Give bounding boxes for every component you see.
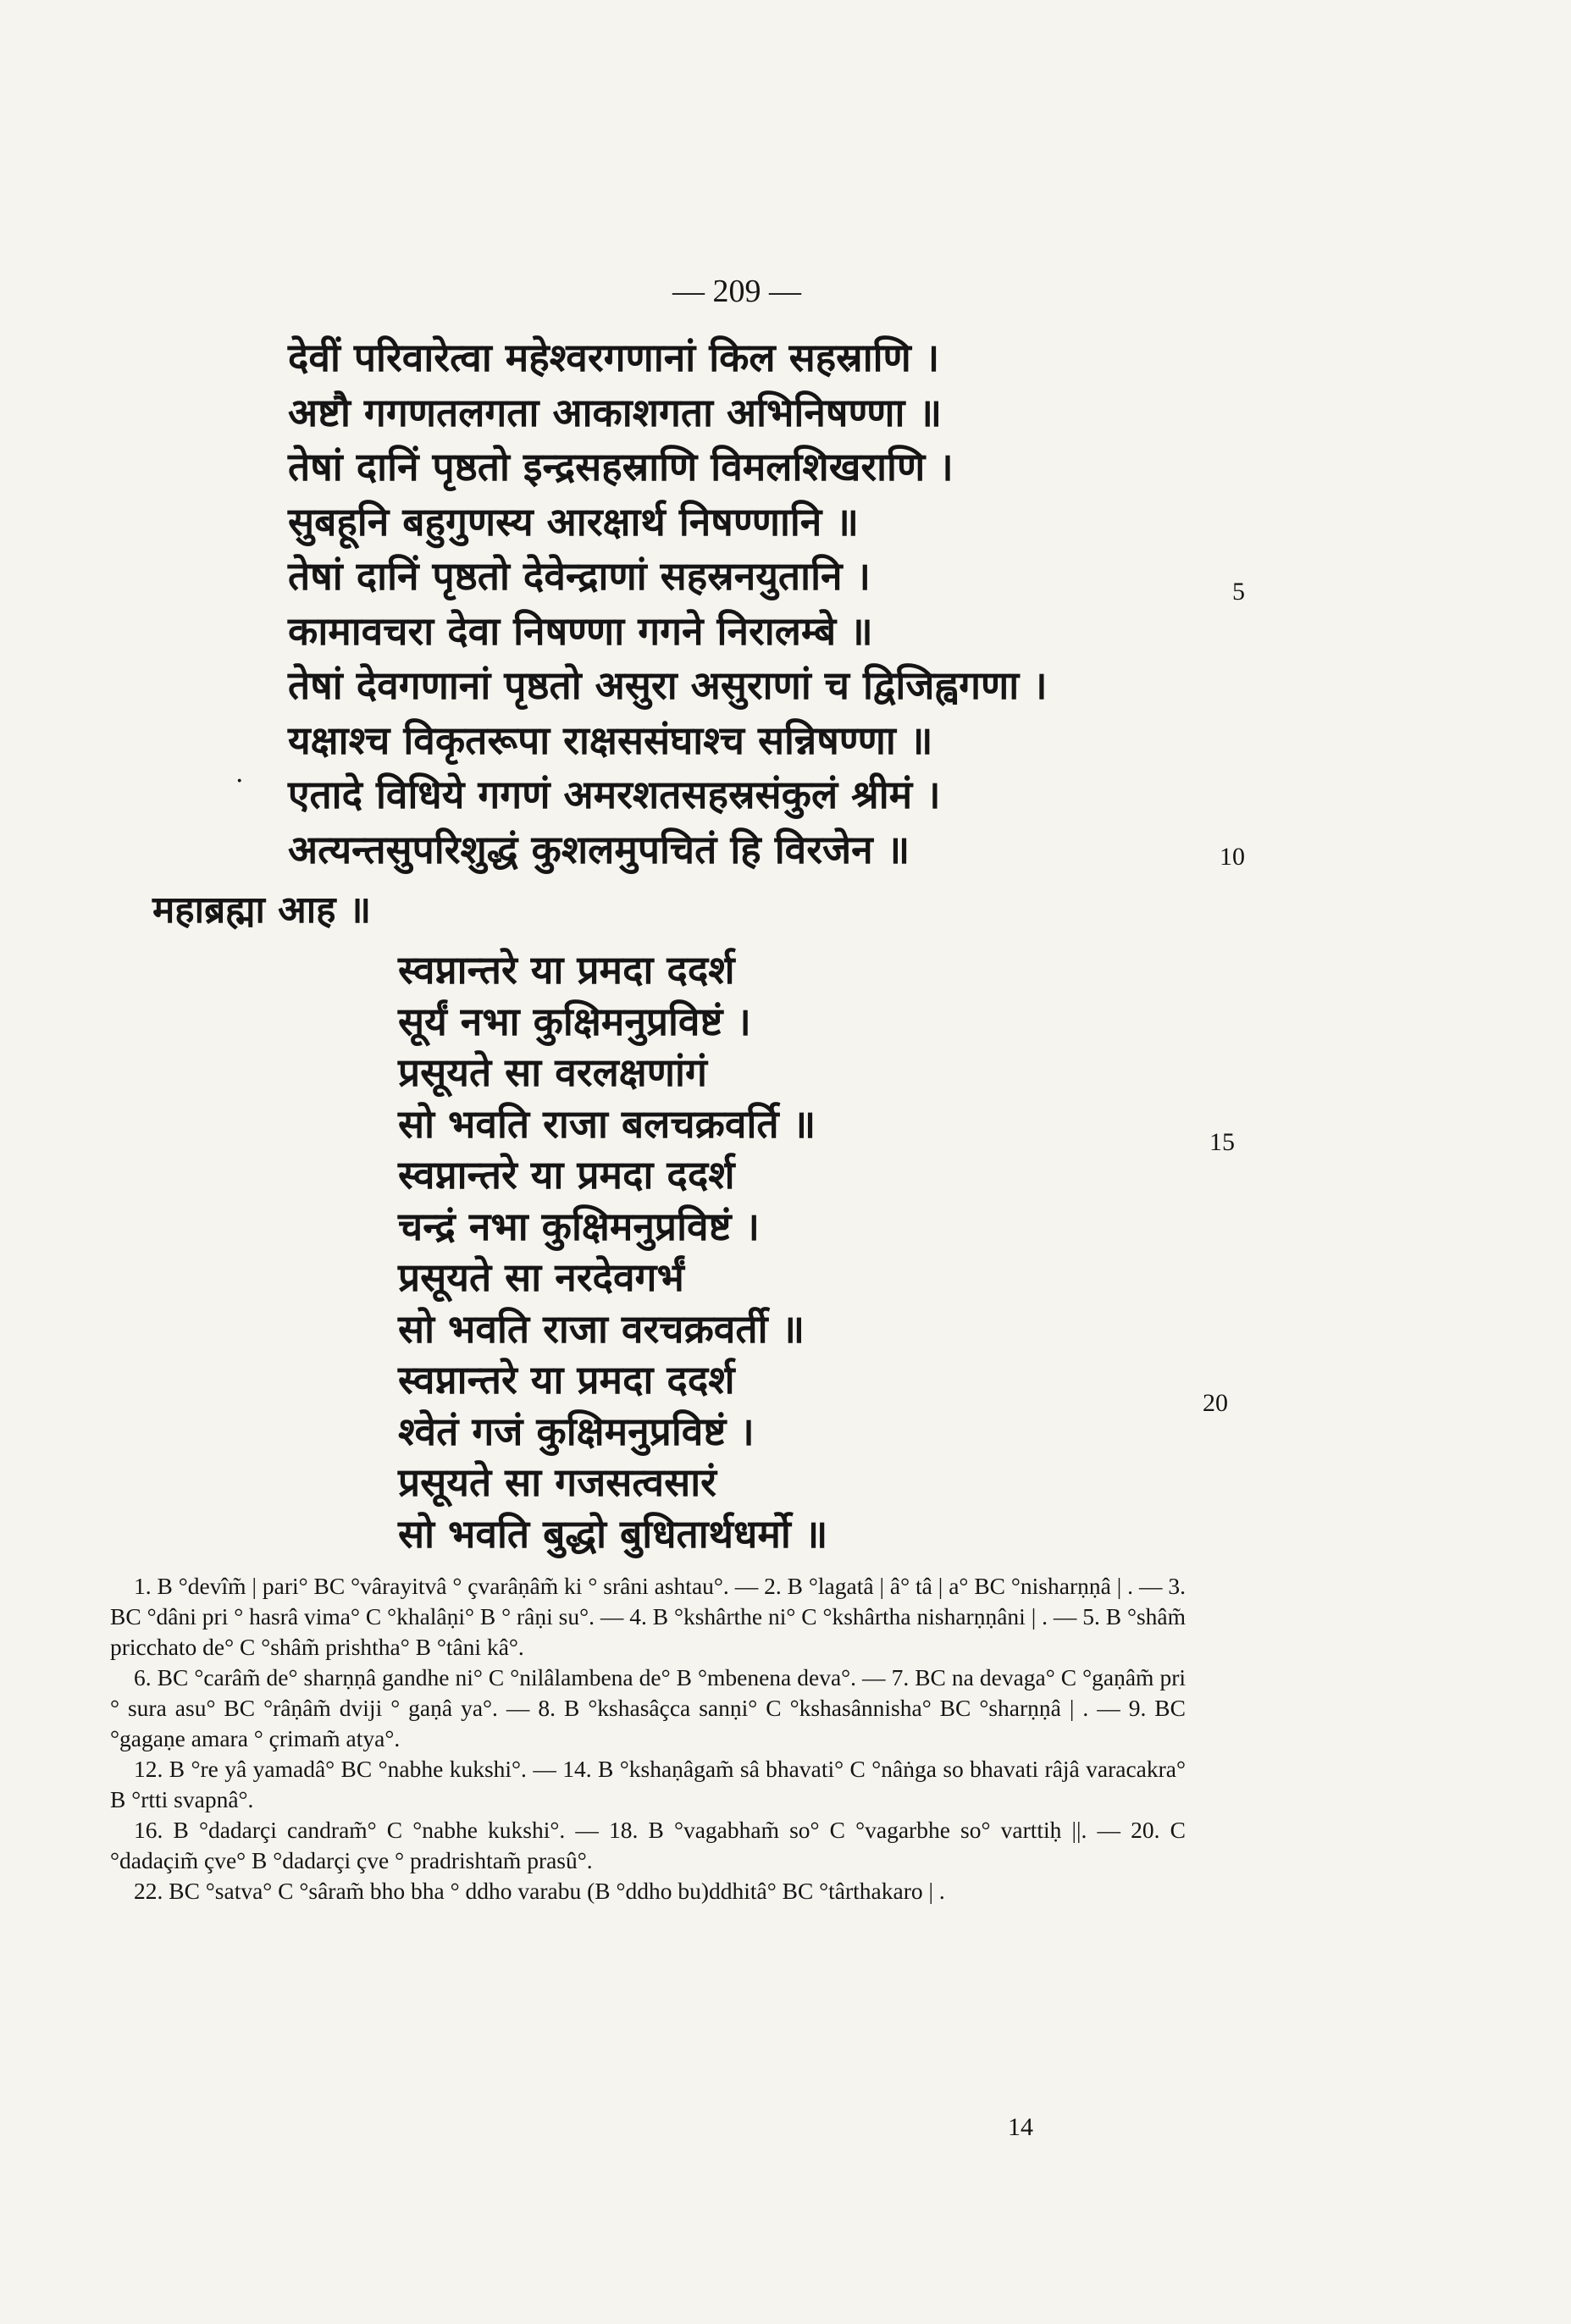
footnote: 16. B °dadarçi candram̃° C °nabhe kukshi°. — 18. B °vagabham̃ so° C °vagarbhe so° varttiḥ ||. — 20. C °dadaçim̃ çve° B °dadarçi çve ° pradrishtam̃ prasû°. <box>110 1817 1186 1873</box>
stanza-line: श्वेतं गजं कुक्षिमनुप्रविष्टं । <box>398 1408 755 1454</box>
verse-line: तेषां दानिं पृष्ठतो इन्द्रसहस्राणि विमलशिखराणि । <box>288 444 954 490</box>
verse-line: एतादे विधिये गगणं अमरशतसहस्रसंकुलं श्रीमं । <box>288 772 941 817</box>
stanza-block <box>398 944 1160 1559</box>
line-number-5: 5 <box>1232 578 1245 606</box>
stanza-line: प्रसूयते सा गजसत्वसारं <box>398 1459 716 1505</box>
verse-line: अत्यन्तसुपरिशुद्धं कुशलमुपचितं हि विरजेन ॥ <box>288 826 910 872</box>
footnote: 6. BC °carâm̃ de° sharṇṇâ gandhe ni° C °nilâlambena de° B °mbenena deva°. — 7. BC na devaga° C °gaṇâm̃ pri ° sura asu° BC °râṇâm̃ dviji ° gaṇâ ya°. — 8. B °kshasâçca sanṇi° C °kshasânnisha° BC °sharṇṇâ | . — 9. BC °gagaṇe amara ° çrimam̃ atya°. <box>110 1664 1186 1751</box>
sheet-signature: 14 <box>1008 2113 1033 2141</box>
verse-line: अष्टौ गगणतलगता आकाशगता अभिनिषण्णा ॥ <box>288 389 943 435</box>
verse-line: यक्षाश्च विकृतरूपा राक्षससंघाश्च सन्निषण्णा ॥ <box>288 717 933 763</box>
page-number: — 209 — <box>672 274 801 309</box>
verse-block <box>288 330 1220 877</box>
stanza-line: सो भवति बुद्धो बुधितार्थधर्मो ॥ <box>398 1510 828 1557</box>
stanza-line: सो भवति राजा बलचक्रवर्ति ॥ <box>398 1100 816 1147</box>
verse-line: देवीं परिवारेत्वा महेश्वरगणानां किल सहस्राणि । <box>288 335 940 380</box>
verse-line: कामावचरा देवा निषण्णा गगने निरालम्बे ॥ <box>288 607 873 654</box>
verse-line: तेषां देवगणानां पृष्ठतो असुरा असुराणां च द्विजिह्वगणा । <box>288 662 1048 708</box>
stanza-line: प्रसूयते सा वरलक्षणांगं <box>398 1049 707 1095</box>
line-number-15: 15 <box>1209 1128 1235 1156</box>
margin-dot: · <box>235 766 244 796</box>
stanza-line: चन्द्रं नभा कुक्षिमनुप्रविष्टं । <box>398 1203 760 1249</box>
stanza-line: स्वप्नान्तरे या प्रमदा ददर्श <box>398 1357 735 1403</box>
verse-line: सुबहूनि बहुगुणस्य आरक्षार्थ निषण्णानि ॥ <box>288 498 859 545</box>
speaker-heading: महाब्रह्मा आह ॥ <box>152 888 372 932</box>
footnote: 12. B °re yâ yamadâ° BC °nabhe kukshi°. — 14. B °kshaṇâgam̃ sâ bhavati° C °nâṅga so bhavati râjâ varacakra° B °rtti svapnâ°. <box>110 1756 1186 1812</box>
stanza-line: सो भवति राजा वरचक्रवर्ती ॥ <box>398 1305 805 1352</box>
line-number-20: 20 <box>1203 1389 1228 1417</box>
footnotes <box>110 1571 1186 1906</box>
stanza-line: स्वप्नान्तरे या प्रमदा ददर्श <box>398 947 735 993</box>
footnote: 1. B °devîm̃ | pari° BC °vârayitvâ ° çvarâṇâm̃ ki ° srâni ashtau°. — 2. B °lagatâ | â° tâ | a° BC °nisharṇṇâ | . — 3. BC °dâni pri ° hasrâ vima° C °khalâṇi° B ° râṇi su°. — 4. B °kshârthe ni° C °kshârtha nisharṇṇâni | . — 5. B °shâm̃ pricchato de° C °shâm̃ prishtha° B °tâni kâ°. <box>110 1573 1186 1660</box>
line-number-10: 10 <box>1220 843 1245 871</box>
stanza-line: सूर्यं नभा कुक्षिमनुप्रविष्टं । <box>398 998 751 1044</box>
verse-line: तेषां दानिं पृष्ठतो देवेन्द्राणां सहस्रनयुतानि । <box>288 553 871 599</box>
stanza-line: स्वप्नान्तरे या प्रमदा ददर्श <box>398 1152 735 1198</box>
footnote: 22. BC °satva° C °sâram̃ bho bha ° ddho varabu (B °ddho bu)ddhitâ° BC °târthakaro | . <box>134 1878 945 1904</box>
stanza-line: प्रसूयते सा नरदेवगर्भं <box>398 1254 684 1300</box>
